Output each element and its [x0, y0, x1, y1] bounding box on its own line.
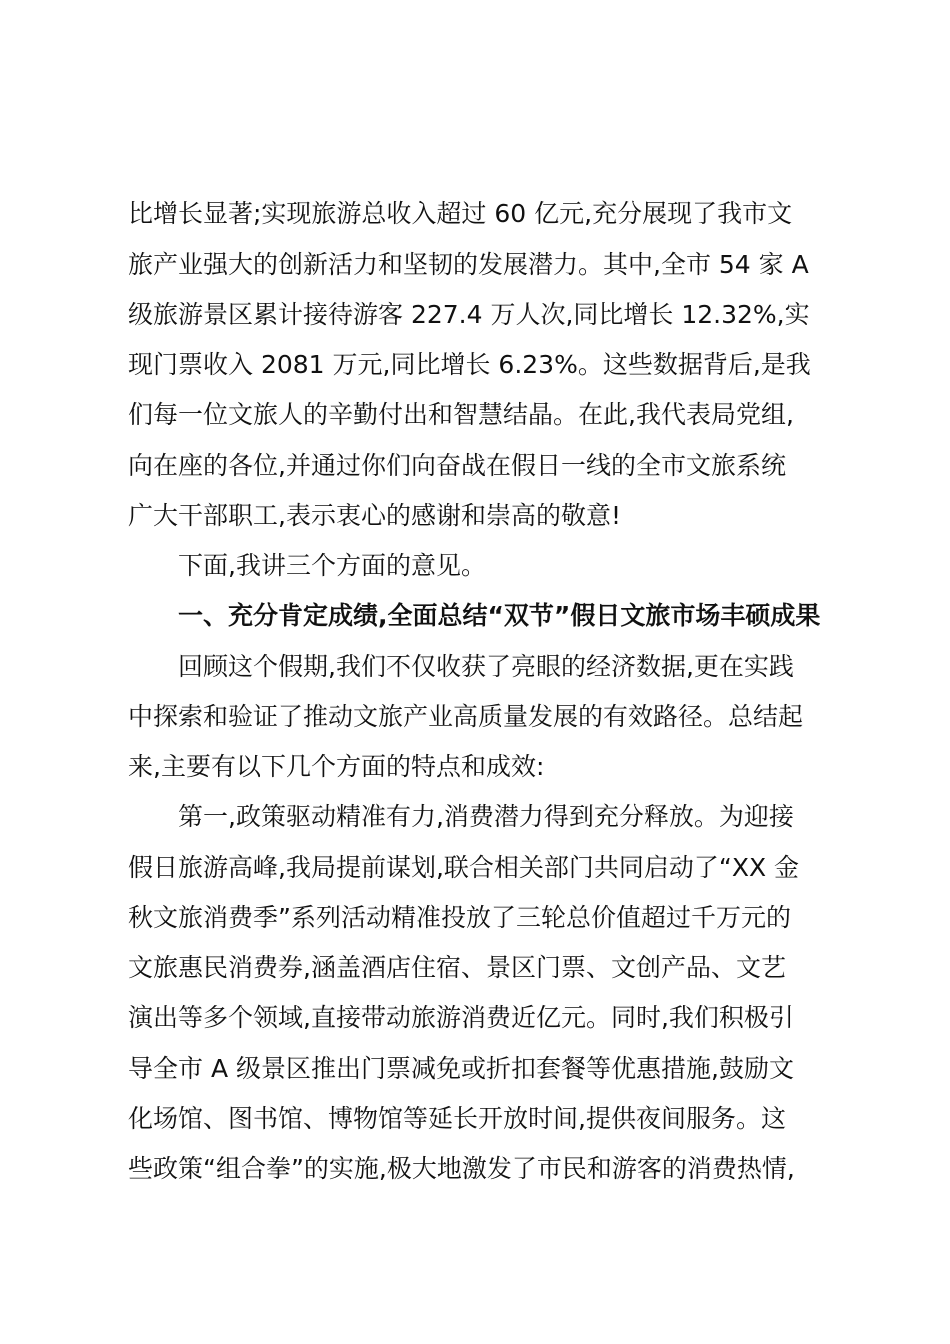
text-line: 向在座的各位,并通过你们向奋战在假日一线的全市文旅系统	[128, 451, 786, 480]
text-line: 回顾这个假期,我们不仅收获了亮眼的经济数据,更在实践	[128, 652, 794, 681]
text-line: 广大干部职工,表示衷心的感谢和崇高的敬意!	[128, 501, 621, 530]
text-line: 导全市 A 级景区推出门票减免或折扣套餐等优惠措施,鼓励文	[128, 1054, 794, 1083]
text-line: 假日旅游高峰,我局提前谋划,联合相关部门共同启动了“XX 金	[128, 853, 800, 882]
text-line: 比增长显著;实现旅游总收入超过 60 亿元,充分展现了我市文	[128, 199, 793, 228]
text-line: 来,主要有以下几个方面的特点和成效:	[128, 752, 545, 781]
text-line: 些政策“组合拳”的实施,极大地激发了市民和游客的消费热情,	[128, 1154, 795, 1183]
text-line: 文旅惠民消费券,涵盖酒店住宿、景区门票、文创产品、文艺	[128, 953, 786, 982]
text-line: 现门票收入 2081 万元,同比增长 6.23%。这些数据背后,是我	[128, 350, 811, 379]
text-line: 第一,政策驱动精准有力,消费潜力得到充分释放。为迎接	[128, 802, 794, 831]
text-line: 旅产业强大的创新活力和坚韧的发展潜力。其中,全市 54 家 A	[128, 250, 809, 279]
section-heading: 一、充分肯定成绩,全面总结“双节”假日文旅市场丰硕成果	[128, 601, 821, 630]
text-line: 秋文旅消费季”系列活动精准投放了三轮总价值超过千万元的	[128, 903, 791, 932]
text-line: 中探索和验证了推动文旅产业高质量发展的有效路径。总结起	[128, 702, 804, 731]
text-line: 级旅游景区累计接待游客 227.4 万人次,同比增长 12.32%,实	[128, 300, 810, 329]
text-line: 化场馆、图书馆、博物馆等延长开放时间,提供夜间服务。这	[128, 1104, 786, 1133]
text-line: 演出等多个领域,直接带动旅游消费近亿元。同时,我们积极引	[128, 1003, 794, 1032]
text-line: 们每一位文旅人的辛勤付出和智慧结晶。在此,我代表局党组,	[128, 400, 794, 429]
paragraph-intro: 下面,我讲三个方面的意见。	[128, 551, 486, 580]
